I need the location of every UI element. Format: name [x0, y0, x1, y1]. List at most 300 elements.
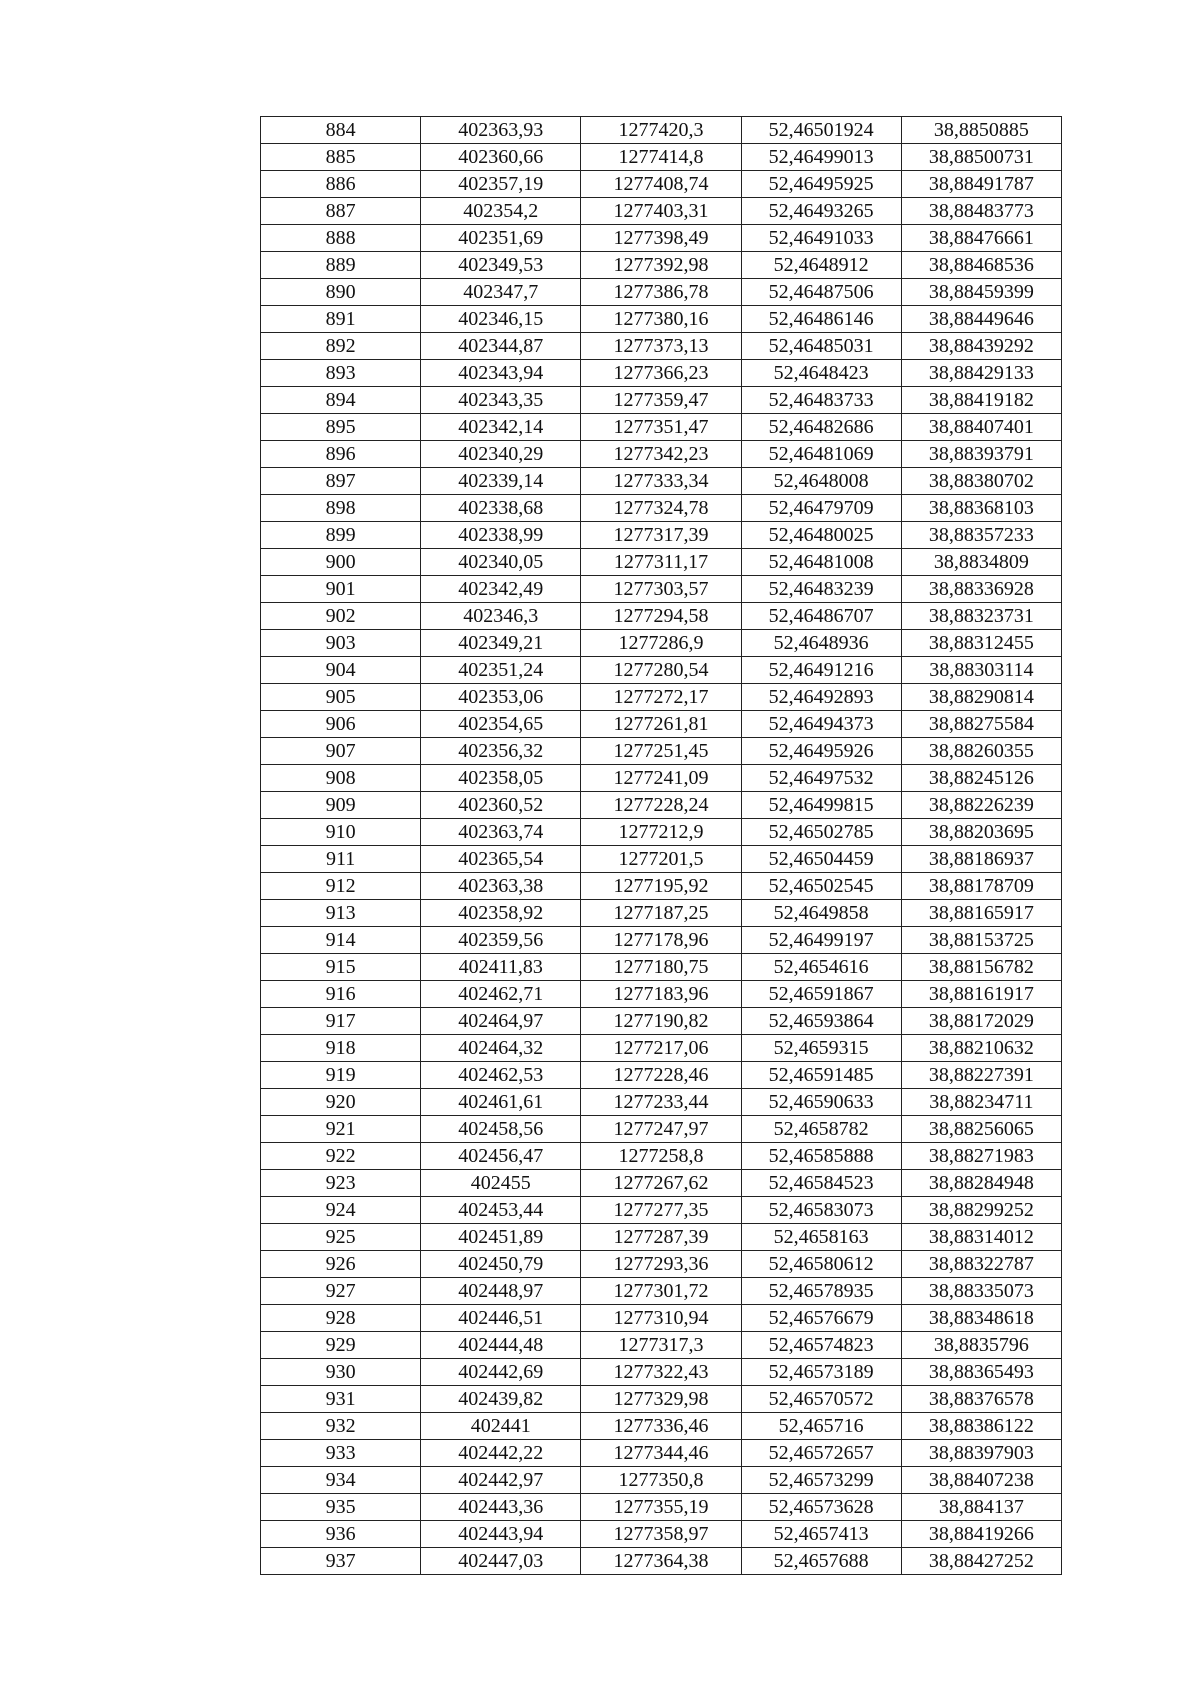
latitude-cell: 52,46502545 — [741, 873, 901, 900]
table-row — [261, 1332, 1062, 1359]
y-coordinate-cell: 1277408,74 — [581, 171, 741, 198]
y-coordinate-cell: 1277267,62 — [581, 1170, 741, 1197]
y-coordinate-cell: 1277386,78 — [581, 279, 741, 306]
x-coordinate-cell: 402338,99 — [421, 522, 581, 549]
longitude-cell: 38,8835796 — [901, 1332, 1061, 1359]
x-coordinate-cell: 402442,22 — [421, 1440, 581, 1467]
y-coordinate-cell: 1277258,8 — [581, 1143, 741, 1170]
longitude-cell: 38,88483773 — [901, 198, 1061, 225]
x-coordinate-cell: 402461,61 — [421, 1089, 581, 1116]
x-coordinate-cell: 402464,97 — [421, 1008, 581, 1035]
x-coordinate-cell: 402443,94 — [421, 1521, 581, 1548]
point-number-cell: 906 — [261, 711, 421, 738]
table-row — [261, 387, 1062, 414]
longitude-cell: 38,88419182 — [901, 387, 1061, 414]
x-coordinate-cell: 402363,74 — [421, 819, 581, 846]
x-coordinate-cell: 402358,92 — [421, 900, 581, 927]
y-coordinate-cell: 1277261,81 — [581, 711, 741, 738]
longitude-cell: 38,88380702 — [901, 468, 1061, 495]
longitude-cell: 38,88427252 — [901, 1548, 1061, 1575]
longitude-cell: 38,88419266 — [901, 1521, 1061, 1548]
table-row — [261, 1035, 1062, 1062]
x-coordinate-cell: 402354,65 — [421, 711, 581, 738]
longitude-cell: 38,88386122 — [901, 1413, 1061, 1440]
y-coordinate-cell: 1277228,24 — [581, 792, 741, 819]
point-number-cell: 902 — [261, 603, 421, 630]
y-coordinate-cell: 1277247,97 — [581, 1116, 741, 1143]
point-number-cell: 937 — [261, 1548, 421, 1575]
longitude-cell: 38,88156782 — [901, 954, 1061, 981]
y-coordinate-cell: 1277364,38 — [581, 1548, 741, 1575]
latitude-cell: 52,46493265 — [741, 198, 901, 225]
table-row — [261, 738, 1062, 765]
y-coordinate-cell: 1277342,23 — [581, 441, 741, 468]
point-number-cell: 895 — [261, 414, 421, 441]
point-number-cell: 933 — [261, 1440, 421, 1467]
latitude-cell: 52,46502785 — [741, 819, 901, 846]
coordinates-table — [260, 116, 1062, 1575]
x-coordinate-cell: 402462,53 — [421, 1062, 581, 1089]
table-row — [261, 792, 1062, 819]
y-coordinate-cell: 1277217,06 — [581, 1035, 741, 1062]
table-row — [261, 1467, 1062, 1494]
x-coordinate-cell: 402448,97 — [421, 1278, 581, 1305]
latitude-cell: 52,46499013 — [741, 144, 901, 171]
latitude-cell: 52,46573299 — [741, 1467, 901, 1494]
x-coordinate-cell: 402343,35 — [421, 387, 581, 414]
table-row — [261, 360, 1062, 387]
longitude-cell: 38,88476661 — [901, 225, 1061, 252]
latitude-cell: 52,46494373 — [741, 711, 901, 738]
longitude-cell: 38,88407238 — [901, 1467, 1061, 1494]
longitude-cell: 38,88314012 — [901, 1224, 1061, 1251]
point-number-cell: 898 — [261, 495, 421, 522]
x-coordinate-cell: 402462,71 — [421, 981, 581, 1008]
table-row — [261, 657, 1062, 684]
x-coordinate-cell: 402338,68 — [421, 495, 581, 522]
latitude-cell: 52,4648912 — [741, 252, 901, 279]
x-coordinate-cell: 402451,89 — [421, 1224, 581, 1251]
latitude-cell: 52,46495926 — [741, 738, 901, 765]
point-number-cell: 891 — [261, 306, 421, 333]
point-number-cell: 904 — [261, 657, 421, 684]
table-row — [261, 1251, 1062, 1278]
x-coordinate-cell: 402349,53 — [421, 252, 581, 279]
point-number-cell: 900 — [261, 549, 421, 576]
y-coordinate-cell: 1277195,92 — [581, 873, 741, 900]
point-number-cell: 935 — [261, 1494, 421, 1521]
table-row — [261, 441, 1062, 468]
y-coordinate-cell: 1277294,58 — [581, 603, 741, 630]
latitude-cell: 52,46497532 — [741, 765, 901, 792]
table-row — [261, 765, 1062, 792]
longitude-cell: 38,88393791 — [901, 441, 1061, 468]
point-number-cell: 905 — [261, 684, 421, 711]
longitude-cell: 38,88312455 — [901, 630, 1061, 657]
point-number-cell: 923 — [261, 1170, 421, 1197]
table-row — [261, 1359, 1062, 1386]
latitude-cell: 52,46590633 — [741, 1089, 901, 1116]
point-number-cell: 908 — [261, 765, 421, 792]
point-number-cell: 926 — [261, 1251, 421, 1278]
point-number-cell: 899 — [261, 522, 421, 549]
x-coordinate-cell: 402411,83 — [421, 954, 581, 981]
table-row — [261, 1278, 1062, 1305]
y-coordinate-cell: 1277350,8 — [581, 1467, 741, 1494]
longitude-cell: 38,8834809 — [901, 549, 1061, 576]
longitude-cell: 38,88303114 — [901, 657, 1061, 684]
y-coordinate-cell: 1277301,72 — [581, 1278, 741, 1305]
table-row — [261, 819, 1062, 846]
table-row — [261, 603, 1062, 630]
point-number-cell: 896 — [261, 441, 421, 468]
y-coordinate-cell: 1277277,35 — [581, 1197, 741, 1224]
y-coordinate-cell: 1277355,19 — [581, 1494, 741, 1521]
table-row — [261, 279, 1062, 306]
longitude-cell: 38,88186937 — [901, 846, 1061, 873]
longitude-cell: 38,88260355 — [901, 738, 1061, 765]
x-coordinate-cell: 402447,03 — [421, 1548, 581, 1575]
table-row — [261, 225, 1062, 252]
x-coordinate-cell: 402441 — [421, 1413, 581, 1440]
y-coordinate-cell: 1277190,82 — [581, 1008, 741, 1035]
point-number-cell: 890 — [261, 279, 421, 306]
x-coordinate-cell: 402346,3 — [421, 603, 581, 630]
table-row — [261, 846, 1062, 873]
latitude-cell: 52,46487506 — [741, 279, 901, 306]
y-coordinate-cell: 1277317,3 — [581, 1332, 741, 1359]
point-number-cell: 922 — [261, 1143, 421, 1170]
latitude-cell: 52,46491033 — [741, 225, 901, 252]
longitude-cell: 38,88226239 — [901, 792, 1061, 819]
latitude-cell: 52,46481008 — [741, 549, 901, 576]
table-row — [261, 873, 1062, 900]
y-coordinate-cell: 1277180,75 — [581, 954, 741, 981]
latitude-cell: 52,4658782 — [741, 1116, 901, 1143]
x-coordinate-cell: 402351,24 — [421, 657, 581, 684]
x-coordinate-cell: 402342,14 — [421, 414, 581, 441]
y-coordinate-cell: 1277317,39 — [581, 522, 741, 549]
x-coordinate-cell: 402365,54 — [421, 846, 581, 873]
table-row — [261, 171, 1062, 198]
point-number-cell: 931 — [261, 1386, 421, 1413]
y-coordinate-cell: 1277324,78 — [581, 495, 741, 522]
longitude-cell: 38,88275584 — [901, 711, 1061, 738]
latitude-cell: 52,46591485 — [741, 1062, 901, 1089]
longitude-cell: 38,88407401 — [901, 414, 1061, 441]
latitude-cell: 52,46495925 — [741, 171, 901, 198]
x-coordinate-cell: 402342,49 — [421, 576, 581, 603]
point-number-cell: 936 — [261, 1521, 421, 1548]
point-number-cell: 897 — [261, 468, 421, 495]
latitude-cell: 52,46499197 — [741, 927, 901, 954]
y-coordinate-cell: 1277322,43 — [581, 1359, 741, 1386]
table-row — [261, 1548, 1062, 1575]
x-coordinate-cell: 402347,7 — [421, 279, 581, 306]
table-row — [261, 198, 1062, 225]
x-coordinate-cell: 402339,14 — [421, 468, 581, 495]
longitude-cell: 38,88172029 — [901, 1008, 1061, 1035]
latitude-cell: 52,46482686 — [741, 414, 901, 441]
table-row — [261, 1116, 1062, 1143]
x-coordinate-cell: 402363,38 — [421, 873, 581, 900]
y-coordinate-cell: 1277380,16 — [581, 306, 741, 333]
latitude-cell: 52,46491216 — [741, 657, 901, 684]
y-coordinate-cell: 1277373,13 — [581, 333, 741, 360]
table-row — [261, 522, 1062, 549]
point-number-cell: 914 — [261, 927, 421, 954]
table-row — [261, 954, 1062, 981]
x-coordinate-cell: 402340,05 — [421, 549, 581, 576]
y-coordinate-cell: 1277183,96 — [581, 981, 741, 1008]
longitude-cell: 38,88322787 — [901, 1251, 1061, 1278]
x-coordinate-cell: 402357,19 — [421, 171, 581, 198]
y-coordinate-cell: 1277280,54 — [581, 657, 741, 684]
x-coordinate-cell: 402442,69 — [421, 1359, 581, 1386]
x-coordinate-cell: 402443,36 — [421, 1494, 581, 1521]
point-number-cell: 892 — [261, 333, 421, 360]
x-coordinate-cell: 402343,94 — [421, 360, 581, 387]
y-coordinate-cell: 1277286,9 — [581, 630, 741, 657]
longitude-cell: 38,88165917 — [901, 900, 1061, 927]
latitude-cell: 52,4648008 — [741, 468, 901, 495]
table-row — [261, 1494, 1062, 1521]
x-coordinate-cell: 402359,56 — [421, 927, 581, 954]
y-coordinate-cell: 1277310,94 — [581, 1305, 741, 1332]
x-coordinate-cell: 402351,69 — [421, 225, 581, 252]
point-number-cell: 911 — [261, 846, 421, 873]
point-number-cell: 934 — [261, 1467, 421, 1494]
longitude-cell: 38,88335073 — [901, 1278, 1061, 1305]
longitude-cell: 38,88290814 — [901, 684, 1061, 711]
longitude-cell: 38,88245126 — [901, 765, 1061, 792]
longitude-cell: 38,88439292 — [901, 333, 1061, 360]
longitude-cell: 38,88449646 — [901, 306, 1061, 333]
longitude-cell: 38,88491787 — [901, 171, 1061, 198]
longitude-cell: 38,88178709 — [901, 873, 1061, 900]
point-number-cell: 913 — [261, 900, 421, 927]
x-coordinate-cell: 402464,32 — [421, 1035, 581, 1062]
table-row — [261, 333, 1062, 360]
y-coordinate-cell: 1277398,49 — [581, 225, 741, 252]
x-coordinate-cell: 402353,06 — [421, 684, 581, 711]
x-coordinate-cell: 402442,97 — [421, 1467, 581, 1494]
latitude-cell: 52,46483733 — [741, 387, 901, 414]
latitude-cell: 52,4658163 — [741, 1224, 901, 1251]
y-coordinate-cell: 1277187,25 — [581, 900, 741, 927]
y-coordinate-cell: 1277233,44 — [581, 1089, 741, 1116]
table-row — [261, 1413, 1062, 1440]
table-row — [261, 252, 1062, 279]
longitude-cell: 38,88468536 — [901, 252, 1061, 279]
x-coordinate-cell: 402354,2 — [421, 198, 581, 225]
latitude-cell: 52,46570572 — [741, 1386, 901, 1413]
point-number-cell: 916 — [261, 981, 421, 1008]
point-number-cell: 901 — [261, 576, 421, 603]
point-number-cell: 909 — [261, 792, 421, 819]
table-row — [261, 1224, 1062, 1251]
latitude-cell: 52,46593864 — [741, 1008, 901, 1035]
x-coordinate-cell: 402360,52 — [421, 792, 581, 819]
longitude-cell: 38,88210632 — [901, 1035, 1061, 1062]
point-number-cell: 921 — [261, 1116, 421, 1143]
table-row — [261, 711, 1062, 738]
y-coordinate-cell: 1277344,46 — [581, 1440, 741, 1467]
table-row — [261, 468, 1062, 495]
table-row — [261, 684, 1062, 711]
latitude-cell: 52,465716 — [741, 1413, 901, 1440]
latitude-cell: 52,46481069 — [741, 441, 901, 468]
point-number-cell: 907 — [261, 738, 421, 765]
table-row — [261, 1170, 1062, 1197]
y-coordinate-cell: 1277329,98 — [581, 1386, 741, 1413]
longitude-cell: 38,88459399 — [901, 279, 1061, 306]
table-row — [261, 1089, 1062, 1116]
table-row — [261, 144, 1062, 171]
table-row — [261, 981, 1062, 1008]
longitude-cell: 38,88203695 — [901, 819, 1061, 846]
point-number-cell: 918 — [261, 1035, 421, 1062]
x-coordinate-cell: 402340,29 — [421, 441, 581, 468]
latitude-cell: 52,4654616 — [741, 954, 901, 981]
longitude-cell: 38,88357233 — [901, 522, 1061, 549]
point-number-cell: 889 — [261, 252, 421, 279]
latitude-cell: 52,46583073 — [741, 1197, 901, 1224]
table-row — [261, 117, 1062, 144]
table-row — [261, 1440, 1062, 1467]
latitude-cell: 52,46504459 — [741, 846, 901, 873]
y-coordinate-cell: 1277212,9 — [581, 819, 741, 846]
latitude-cell: 52,4657413 — [741, 1521, 901, 1548]
latitude-cell: 52,46584523 — [741, 1170, 901, 1197]
longitude-cell: 38,88234711 — [901, 1089, 1061, 1116]
y-coordinate-cell: 1277178,96 — [581, 927, 741, 954]
point-number-cell: 928 — [261, 1305, 421, 1332]
longitude-cell: 38,88397903 — [901, 1440, 1061, 1467]
latitude-cell: 52,46573189 — [741, 1359, 901, 1386]
table-row — [261, 630, 1062, 657]
x-coordinate-cell: 402456,47 — [421, 1143, 581, 1170]
table-row — [261, 1143, 1062, 1170]
longitude-cell: 38,88153725 — [901, 927, 1061, 954]
latitude-cell: 52,46492893 — [741, 684, 901, 711]
x-coordinate-cell: 402446,51 — [421, 1305, 581, 1332]
x-coordinate-cell: 402346,15 — [421, 306, 581, 333]
x-coordinate-cell: 402356,32 — [421, 738, 581, 765]
x-coordinate-cell: 402358,05 — [421, 765, 581, 792]
point-number-cell: 929 — [261, 1332, 421, 1359]
latitude-cell: 52,46499815 — [741, 792, 901, 819]
latitude-cell: 52,46591867 — [741, 981, 901, 1008]
latitude-cell: 52,4648423 — [741, 360, 901, 387]
point-number-cell: 886 — [261, 171, 421, 198]
x-coordinate-cell: 402453,44 — [421, 1197, 581, 1224]
point-number-cell: 910 — [261, 819, 421, 846]
x-coordinate-cell: 402360,66 — [421, 144, 581, 171]
latitude-cell: 52,46479709 — [741, 495, 901, 522]
x-coordinate-cell: 402458,56 — [421, 1116, 581, 1143]
latitude-cell: 52,46573628 — [741, 1494, 901, 1521]
table-row — [261, 1062, 1062, 1089]
table-row — [261, 549, 1062, 576]
longitude-cell: 38,88368103 — [901, 495, 1061, 522]
y-coordinate-cell: 1277366,23 — [581, 360, 741, 387]
latitude-cell: 52,4659315 — [741, 1035, 901, 1062]
longitude-cell: 38,88256065 — [901, 1116, 1061, 1143]
longitude-cell: 38,884137 — [901, 1494, 1061, 1521]
y-coordinate-cell: 1277351,47 — [581, 414, 741, 441]
point-number-cell: 884 — [261, 117, 421, 144]
latitude-cell: 52,46578935 — [741, 1278, 901, 1305]
point-number-cell: 932 — [261, 1413, 421, 1440]
point-number-cell: 912 — [261, 873, 421, 900]
table-row — [261, 576, 1062, 603]
table-row — [261, 414, 1062, 441]
y-coordinate-cell: 1277358,97 — [581, 1521, 741, 1548]
latitude-cell: 52,4657688 — [741, 1548, 901, 1575]
y-coordinate-cell: 1277287,39 — [581, 1224, 741, 1251]
longitude-cell: 38,88348618 — [901, 1305, 1061, 1332]
y-coordinate-cell: 1277201,5 — [581, 846, 741, 873]
point-number-cell: 920 — [261, 1089, 421, 1116]
y-coordinate-cell: 1277403,31 — [581, 198, 741, 225]
longitude-cell: 38,88161917 — [901, 981, 1061, 1008]
y-coordinate-cell: 1277228,46 — [581, 1062, 741, 1089]
point-number-cell: 925 — [261, 1224, 421, 1251]
y-coordinate-cell: 1277336,46 — [581, 1413, 741, 1440]
longitude-cell: 38,88336928 — [901, 576, 1061, 603]
latitude-cell: 52,46486146 — [741, 306, 901, 333]
latitude-cell: 52,46501924 — [741, 117, 901, 144]
table-row — [261, 495, 1062, 522]
latitude-cell: 52,46572657 — [741, 1440, 901, 1467]
longitude-cell: 38,88227391 — [901, 1062, 1061, 1089]
longitude-cell: 38,88365493 — [901, 1359, 1061, 1386]
longitude-cell: 38,88323731 — [901, 603, 1061, 630]
table-row — [261, 306, 1062, 333]
y-coordinate-cell: 1277303,57 — [581, 576, 741, 603]
longitude-cell: 38,88271983 — [901, 1143, 1061, 1170]
latitude-cell: 52,46486707 — [741, 603, 901, 630]
latitude-cell: 52,46485031 — [741, 333, 901, 360]
point-number-cell: 927 — [261, 1278, 421, 1305]
table-row — [261, 1197, 1062, 1224]
latitude-cell: 52,46576679 — [741, 1305, 901, 1332]
longitude-cell: 38,88500731 — [901, 144, 1061, 171]
point-number-cell: 887 — [261, 198, 421, 225]
x-coordinate-cell: 402450,79 — [421, 1251, 581, 1278]
y-coordinate-cell: 1277359,47 — [581, 387, 741, 414]
x-coordinate-cell: 402344,87 — [421, 333, 581, 360]
point-number-cell: 924 — [261, 1197, 421, 1224]
y-coordinate-cell: 1277251,45 — [581, 738, 741, 765]
table-row — [261, 900, 1062, 927]
longitude-cell: 38,88376578 — [901, 1386, 1061, 1413]
table-row — [261, 1386, 1062, 1413]
table-row — [261, 927, 1062, 954]
x-coordinate-cell: 402444,48 — [421, 1332, 581, 1359]
point-number-cell: 930 — [261, 1359, 421, 1386]
y-coordinate-cell: 1277311,17 — [581, 549, 741, 576]
latitude-cell: 52,46483239 — [741, 576, 901, 603]
x-coordinate-cell: 402455 — [421, 1170, 581, 1197]
y-coordinate-cell: 1277293,36 — [581, 1251, 741, 1278]
y-coordinate-cell: 1277414,8 — [581, 144, 741, 171]
x-coordinate-cell: 402363,93 — [421, 117, 581, 144]
table-row — [261, 1008, 1062, 1035]
latitude-cell: 52,46574823 — [741, 1332, 901, 1359]
y-coordinate-cell: 1277333,34 — [581, 468, 741, 495]
